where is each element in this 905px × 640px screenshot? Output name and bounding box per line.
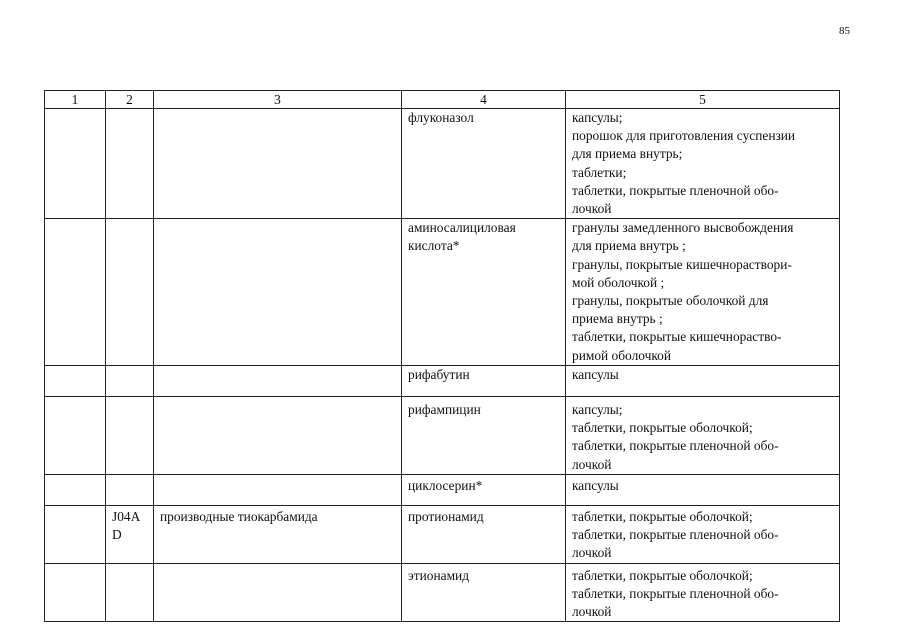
drug-name-line: протионамид (408, 509, 484, 525)
dosage-form-line: гранулы замедленного высвобождения (572, 220, 794, 236)
table-row (45, 219, 840, 366)
drug-name-cell (402, 365, 566, 396)
dosage-form-line: таблетки, покрытые пленочной обо- (572, 182, 779, 198)
table-row (45, 109, 840, 219)
dosage-forms-cell (566, 365, 840, 396)
dosage-form-line: таблетки, покрытые пленочной обо- (572, 585, 779, 601)
dosage-form-line: мой оболочкой ; (572, 274, 665, 290)
atc-level-cell (45, 397, 106, 475)
drug-name-cell (402, 506, 566, 564)
drug-name-line: флуконазол (408, 110, 474, 125)
header-cell-1: 1 (45, 91, 106, 109)
dosage-form-line: лочкой (572, 604, 612, 620)
dosage-forms-cell (566, 397, 840, 475)
dosage-form-line: таблетки, покрытые пленочной обо- (572, 527, 779, 543)
dosage-form-line: порошок для приготовления суспензии (572, 128, 796, 144)
drug-table (44, 90, 840, 622)
atc-level-cell (45, 563, 106, 622)
dosage-form-line: капсулы (572, 477, 619, 493)
table-row (45, 474, 840, 505)
dosage-form-line: капсулы (572, 366, 619, 382)
header-cell-5: 5 (566, 91, 840, 109)
dosage-form-line: таблетки, покрытые кишечнораство- (572, 329, 782, 345)
drug-name-cell (402, 109, 566, 219)
dosage-form-line: лочкой (572, 545, 612, 561)
dosage-form-line: капсулы; (572, 110, 623, 125)
atc-code-cell (106, 219, 154, 366)
atc-group-cell (154, 365, 402, 396)
dosage-form-line: таблетки, покрытые пленочной обо- (572, 438, 779, 454)
drug-name-line: рифабутин (408, 366, 470, 382)
header-cell-4: 4 (402, 91, 566, 109)
dosage-form-line: таблетки, покрытые оболочкой; (572, 509, 753, 525)
drug-name-line: циклосерин* (408, 477, 483, 493)
dosage-form-line: капсулы; (572, 402, 623, 418)
atc-group-cell (154, 397, 402, 475)
atc-level-cell (45, 109, 106, 219)
drug-name-line: этионамид (408, 567, 470, 583)
table-header-row (45, 91, 840, 109)
atc-code-cell (106, 563, 154, 622)
drug-name-cell (402, 563, 566, 622)
table-row (45, 563, 840, 622)
dosage-form-line: таблетки, покрытые оболочкой; (572, 567, 753, 583)
dosage-form-line: приема внутрь ; (572, 311, 663, 327)
table-row (45, 506, 840, 564)
dosage-form-line: гранулы, покрытые оболочкой для (572, 293, 769, 309)
drug-name-line: аминосалициловая (408, 220, 516, 236)
table-row (45, 365, 840, 396)
dosage-forms-cell (566, 506, 840, 564)
dosage-form-line: для приема внутрь; (572, 146, 683, 162)
atc-code-cell (106, 474, 154, 505)
dosage-form-line: гранулы, покрытые кишечнораствори- (572, 256, 792, 272)
header-cell-2: 2 (106, 91, 154, 109)
dosage-forms-cell (566, 109, 840, 219)
drug-name-cell (402, 219, 566, 366)
atc-code-cell (106, 365, 154, 396)
atc-code-line: D (112, 527, 122, 543)
atc-level-cell (45, 219, 106, 366)
drug-name-line: рифампицин (408, 402, 481, 418)
drug-name-line: кислота* (408, 238, 460, 254)
atc-code-cell (106, 397, 154, 475)
drug-name-cell (402, 474, 566, 505)
dosage-form-line: для приема внутрь ; (572, 238, 686, 254)
atc-group-cell (154, 474, 402, 505)
atc-group-cell (154, 109, 402, 219)
atc-level-cell (45, 474, 106, 505)
header-cell-3: 3 (154, 91, 402, 109)
dosage-forms-cell (566, 219, 840, 366)
atc-level-cell (45, 506, 106, 564)
dosage-form-line: таблетки, покрытые оболочкой; (572, 420, 753, 436)
drug-name-cell (402, 397, 566, 475)
dosage-form-line: лочкой (572, 201, 612, 217)
dosage-forms-cell (566, 563, 840, 622)
atc-group-cell (154, 563, 402, 622)
dosage-forms-cell (566, 474, 840, 505)
atc-group-cell (154, 219, 402, 366)
dosage-form-line: лочкой (572, 456, 612, 472)
dosage-form-line: римой оболочкой (572, 347, 672, 363)
atc-code-line: J04A (112, 509, 141, 525)
table-row (45, 397, 840, 475)
atc-level-cell (45, 365, 106, 396)
atc-code-cell (106, 109, 154, 219)
atc-code-cell (106, 506, 154, 564)
page-number: 85 (839, 25, 850, 37)
atc-group-cell: производные тиокарбамида (154, 506, 402, 564)
dosage-form-line: таблетки; (572, 164, 627, 180)
